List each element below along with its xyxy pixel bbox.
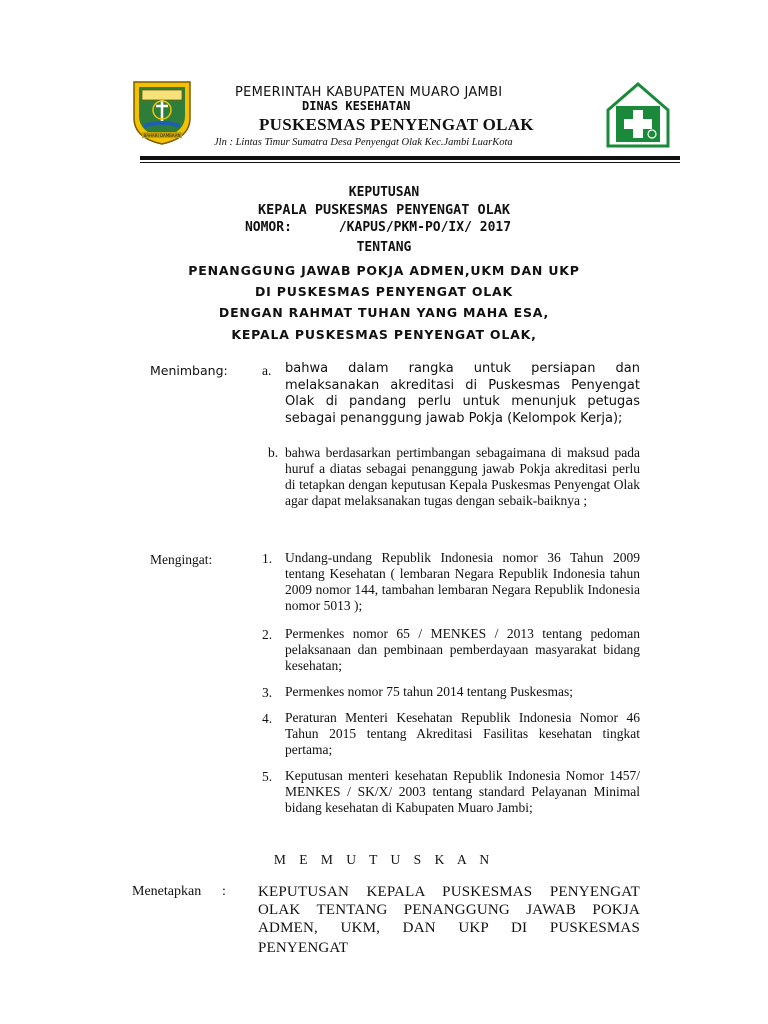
decree-subject-line1: PENANGGUNG JAWAB POKJA ADMEN,UKM DAN UKP — [188, 263, 580, 278]
mengingat-item-1: Undang-undang Republik Indonesia nomor 36 Tahun 2009 tentang Kesehatan ( lembaran Negara Republik Indonesia tahun 2009 nomor 144, tambahan lembaran Negara Republik Indonesia nomor 5013 ); — [285, 550, 640, 613]
menetapkan-line-2: OLAK TENTANG PENANGGUNG JAWAB POKJA — [258, 902, 640, 918]
mengingat-item-5: Keputusan menteri kesehatan Republik Indonesia Nomor 1457/ MENKES / SK/X/ 2003 tentang standard Pelayanan Minimal bidang kesehatan di Kabupaten Muaro Jambi; — [285, 768, 640, 815]
menetapkan-line-3: ADMEN, UKM, DAN UKP DI PUSKESMAS PENYENGAT — [258, 920, 640, 956]
regency-emblem-icon — [130, 78, 194, 146]
mengingat-marker-5: 5. — [262, 769, 273, 784]
menetapkan-colon: : — [222, 884, 226, 899]
menimbang-label: Menimbang: — [150, 363, 228, 378]
mengingat-marker-3: 3. — [262, 685, 273, 700]
decree-heading: KEPUTUSAN — [348, 185, 420, 200]
menimbang-item-b: bahwa berdasarkan pertimbangan sebagaimana di maksud pada huruf a diatas sebagai penanggung jawab Pokja akreditasi perlu di tetapkan dengan keputusan Kepala Puskesmas Penyengat Olak agar dapat melaksanakan tugas dengan sebaik-baiknya ; — [285, 445, 640, 508]
mengingat-marker-2: 2. — [262, 627, 273, 642]
menimbang-item-a: bahwa dalam rangka untuk persiapan dan melaksanakan akreditasi di Puskesmas Penyengat Olak di pandang perlu untuk menunjuk petugas sebagai penanggung jawab Pokja (Kelompok Kerja); — [285, 361, 640, 426]
mengingat-marker-1: 1. — [262, 551, 273, 566]
menimbang-marker-b: b. — [268, 445, 279, 460]
mengingat-label: Mengingat: — [150, 552, 213, 567]
mengingat-item-4: Peraturan Menteri Kesehatan Republik Indonesia Nomor 46 Tahun 2015 tentang Akreditasi Fasilitas kesehatan tingkat pertama; — [285, 710, 640, 757]
department-name: DINAS KESEHATAN — [302, 99, 411, 113]
memutuskan-heading: M E M U T U S K A N — [273, 852, 495, 867]
letterhead-rule-thin — [140, 162, 680, 163]
mengingat-item-3: Permenkes nomor 75 tahun 2014 tentang Puskesmas; — [285, 684, 573, 699]
mengingat-marker-4: 4. — [262, 711, 273, 726]
decree-number: NOMOR: /KAPUS/PKM-PO/IX/ 2017 — [244, 220, 512, 235]
health-cross-icon — [602, 80, 674, 150]
government-name: PEMERINTAH KABUPATEN MUARO JAMBI — [235, 85, 503, 100]
institution-address: Jln : Lintas Timur Sumatra Desa Penyengat Olak Kec.Jambi LuarKota — [214, 137, 513, 148]
menetapkan-label: Menetapkan — [132, 884, 202, 899]
emblem-caption: BAHARI DAMBAAN — [143, 133, 181, 138]
decree-preamble-line1: DENGAN RAHMAT TUHAN YANG MAHA ESA, — [218, 305, 550, 320]
institution-name: PUSKESMAS PENYENGAT OLAK — [259, 115, 534, 134]
letterhead-rule-thick — [140, 156, 680, 160]
decree-issuer: KEPALA PUSKESMAS PENYENGAT OLAK — [258, 202, 510, 218]
decree-subject-line2: DI PUSKESMAS PENYENGAT OLAK — [255, 284, 513, 299]
decree-tentang: TENTANG — [356, 240, 412, 255]
menimbang-marker-a: a. — [262, 363, 272, 378]
menetapkan-line-1: KEPUTUSAN KEPALA PUSKESMAS PENYENGAT — [258, 884, 640, 900]
mengingat-item-2: Permenkes nomor 65 / MENKES / 2013 tentang pedoman pelaksanaan dan pembinaan pemberdayaan masyarakat bidang kesehatan; — [285, 626, 640, 673]
decree-preamble-line2: KEPALA PUSKESMAS PENYENGAT OLAK, — [231, 327, 537, 342]
